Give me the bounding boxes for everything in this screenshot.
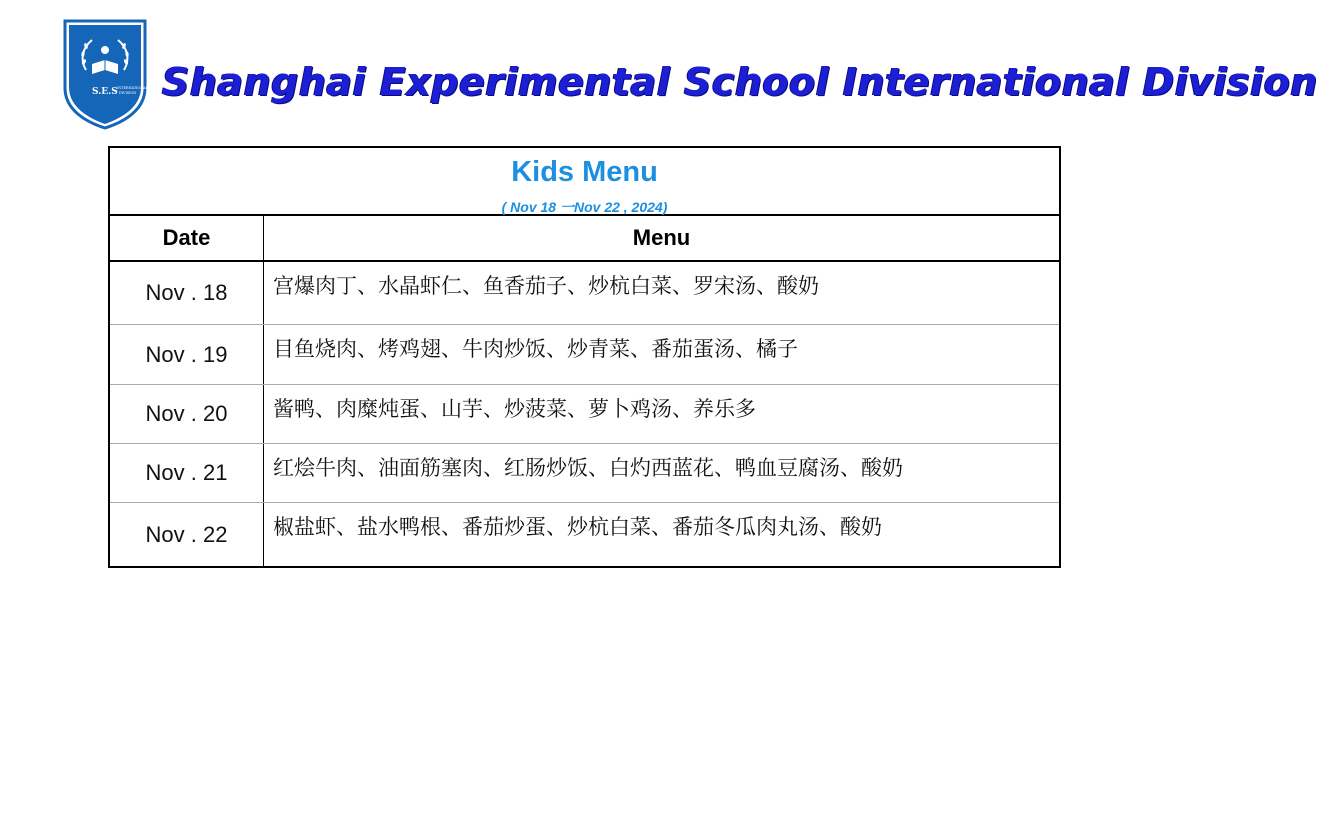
- menu-header: [110, 148, 1059, 216]
- menu-date-range: ( Nov 18 一Nov 22 , 2024): [501, 199, 668, 215]
- column-header-date: Date: [110, 216, 264, 260]
- menu-row-date: Nov . 20: [110, 385, 264, 443]
- svg-text:DIVISION: DIVISION: [119, 91, 137, 95]
- menu-row-date: Nov . 18: [110, 262, 264, 324]
- menu-row-items: 红烩牛肉、油面筋塞肉、红肠炒饭、白灼西蓝花、鸭血豆腐汤、酸奶: [273, 456, 903, 480]
- menu-title: Kids Menu: [511, 156, 658, 188]
- menu-row-items: 宫爆肉丁、水晶虾仁、鱼香茄子、炒杭白菜、罗宋汤、酸奶: [273, 274, 819, 298]
- logo-text: S.E.S: [92, 87, 118, 97]
- menu-row-items: 目鱼烧肉、烤鸡翅、牛肉炒饭、炒青菜、番茄蛋汤、橘子: [273, 337, 798, 361]
- menu-row-items: 酱鸭、肉糜炖蛋、山芋、炒菠菜、萝卜鸡汤、养乐多: [273, 397, 756, 421]
- menu-row-items: 椒盐虾、盐水鸭根、番茄炒蛋、炒杭白菜、番茄冬瓜肉丸汤、酸奶: [273, 515, 882, 539]
- menu-row-date: Nov . 21: [110, 444, 264, 502]
- menu-row-date: Nov . 22: [110, 503, 264, 566]
- menu-row-date: Nov . 19: [110, 325, 264, 384]
- menu-row: [110, 385, 1059, 444]
- menu-row: [110, 503, 1059, 566]
- column-header-menu: Menu: [632, 225, 691, 250]
- menu-row: [110, 325, 1059, 385]
- menu-row: [110, 444, 1059, 503]
- menu-row: [110, 262, 1059, 325]
- column-header-row: [110, 216, 1059, 262]
- school-logo: [62, 18, 148, 130]
- school-name: Shanghai Experimental School International Division: [162, 60, 1318, 104]
- svg-text:INTERNATIONAL: INTERNATIONAL: [117, 86, 148, 90]
- menu-table: [108, 146, 1061, 568]
